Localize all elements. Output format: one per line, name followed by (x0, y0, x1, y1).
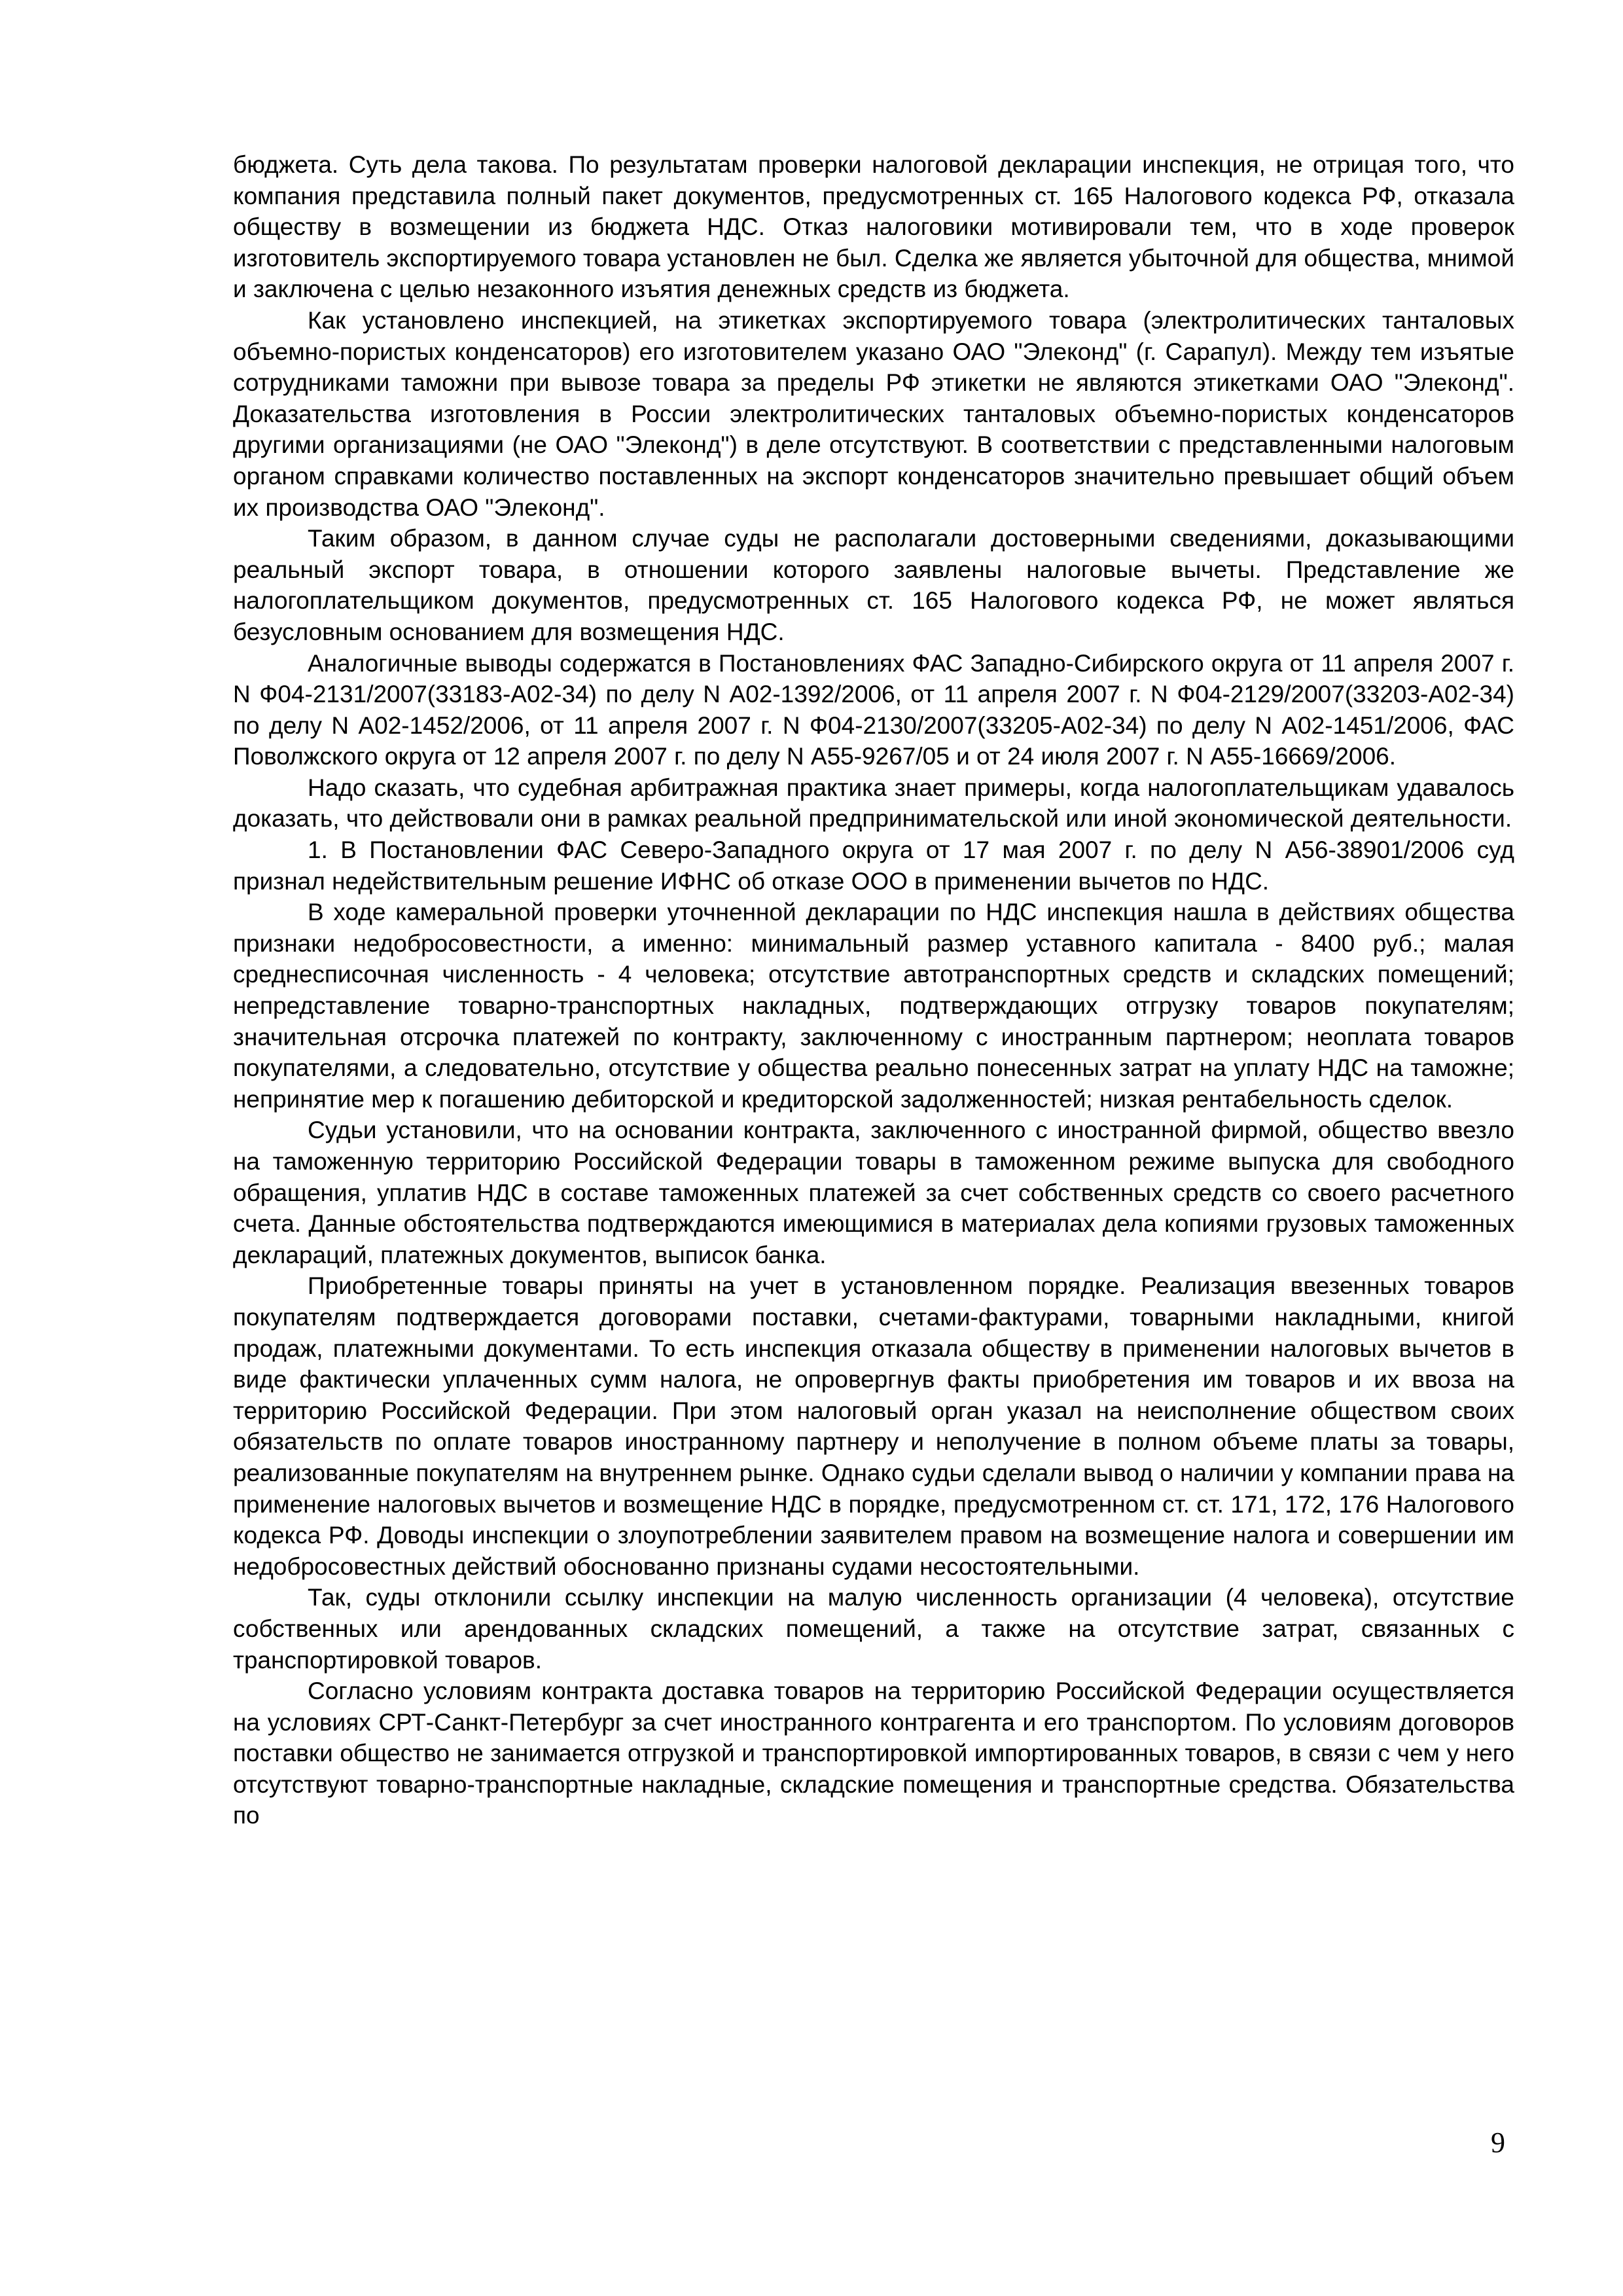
paragraph-7: В ходе камеральной проверки уточненной декларации по НДС инспекция нашла в действиях общества признаки недобросовестности, а именно: минимальный размер уставного капитала - 8400 руб.; малая среднесписочная численность - 4 человека; отсутствие автотранспортных средств и складских помещений; непредставление товарно-транспортных накладных, подтверждающих отгрузку товаров покупателям; значительная отсрочка платежей по контракту, заключенному с иностранным партнером; неоплата товаров покупателями, а следовательно, отсутствие у общества реально понесенных затрат на уплату НДС на таможне; непринятие мер к погашению дебиторской и кредиторской задолженностей; низкая рентабельность сделок. (233, 899, 1514, 1113)
paragraph-10: Так, суды отклонили ссылку инспекции на малую численность организации (4 человека), отсутствие собственных или арендованных складских помещений, а также на отсутствие затрат, связанных с транспортировкой товаров. (233, 1584, 1514, 1674)
paragraph-9: Приобретенные товары приняты на учет в установленном порядке. Реализация ввезенных товаров покупателям подтверждается договорами поставки, счетами-фактурами, товарными накладными, книгой продаж, платежными документами. То есть инспекция отказала обществу в применении налоговых вычетов в виде фактически уплаченных сумм налога, не опровергнув факты приобретения им товаров и их ввоза на территорию Российской Федерации. При этом налоговый орган указал на неисполнение обществом своих обязательств по оплате товаров иностранному партнеру и неполучение в полном объеме платы за товары, реализованные покупателям на внутреннем рынке. Однако судьи сделали вывод о наличии у компании права на применение налоговых вычетов и возмещение НДС в порядке, предусмотренном ст. ст. 171, 172, 176 Налогового кодекса РФ. Доводы инспекции о злоупотреблении заявителем правом на возмещение налога и совершении им недобросовестных действий обоснованно признаны судами несостоятельными. (233, 1272, 1514, 1580)
paragraph-2: Как установлено инспекцией, на этикетках экспортируемого товара (электролитических танталовых объемно-пористых конденсаторов) его изготовителем указано ОАО "Элеконд" (г. Сарапул). Между тем изъятые сотрудниками таможни при вывозе товара за пределы РФ этикетки не являются этикетками ОАО "Элеконд". Доказательства изготовления в России электролитических танталовых объемно-пористых конденсаторов другими организациями (не ОАО "Элеконд") в деле отсутствуют. В соответствии с представленными налоговым органом справками количество поставленных на экспорт конденсаторов значительно превышает общий объем их производства ОАО "Элеконд". (233, 306, 1514, 521)
paragraph-1: бюджета. Суть дела такова. По результатам проверки налоговой декларации инспекция, не отрицая того, что компания представила полный пакет документов, предусмотренных ст. 165 Налогового кодекса РФ, отказала обществу в возмещении из бюджета НДС. Отказ налоговики мотивировали тем, что в ходе проверок изготовитель экспортируемого товара установлен не был. Сделка же является убыточной для общества, мнимой и заключена с целью незаконного изъятия денежных средств из бюджета. (233, 151, 1514, 303)
paragraph-4: Аналогичные выводы содержатся в Постановлениях ФАС Западно-Сибирского округа от 11 апреля 2007 г. N Ф04-2131/2007(33183-А02-34) по делу N А02-1392/2006, от 11 апреля 2007 г. N Ф04-2129/2007(33203-А02-34) по делу N А02-1452/2006, от 11 апреля 2007 г. N Ф04-2130/2007(33205-А02-34) по делу N А02-1451/2006, ФАС Поволжского округа от 12 апреля 2007 г. по делу N А55-9267/05 и от 24 июля 2007 г. N А55-16669/2006. (233, 649, 1514, 770)
paragraph-6: 1. В Постановлении ФАС Северо-Западного округа от 17 мая 2007 г. по делу N А56-38901/2006 суд признал недействительным решение ИФНС об отказе ООО в применении вычетов по НДС. (233, 836, 1514, 895)
page-number: 9 (1491, 2126, 1505, 2159)
paragraph-3: Таким образом, в данном случае суды не располагали достоверными сведениями, доказывающими реальный экспорт товара, в отношении которого заявлены налоговые вычеты. Представление же налогоплательщиком документов, предусмотренных ст. 165 Налогового кодекса РФ, не может являться безусловным основанием для возмещения НДС. (233, 525, 1514, 645)
document-body (233, 149, 1514, 1831)
paragraph-5: Надо сказать, что судебная арбитражная практика знает примеры, когда налогоплательщикам удавалось доказать, что действовали они в рамках реальной предпринимательской или иной экономической деятельности. (233, 774, 1514, 833)
paragraph-8: Судьи установили, что на основании контракта, заключенного с иностранной фирмой, общество ввезло на таможенную территорию Российской Федерации товары в таможенном режиме выпуска для свободного обращения, уплатив НДС в составе таможенных платежей за счет собственных средств со своего расчетного счета. Данные обстоятельства подтверждаются имеющимися в материалах дела копиями грузовых таможенных деклараций, платежных документов, выписок банка. (233, 1117, 1514, 1268)
paragraph-11: Согласно условиям контракта доставка товаров на территорию Российской Федерации осуществляется на условиях СРТ-Санкт-Петербург за счет иностранного контрагента и его транспортом. По условиям договоров поставки общество не занимается отгрузкой и транспортировкой импортированных товаров, в связи с чем у него отсутствуют товарно-транспортные накладные, складские помещения и транспортные средства. Обязательства по (233, 1677, 1514, 1829)
